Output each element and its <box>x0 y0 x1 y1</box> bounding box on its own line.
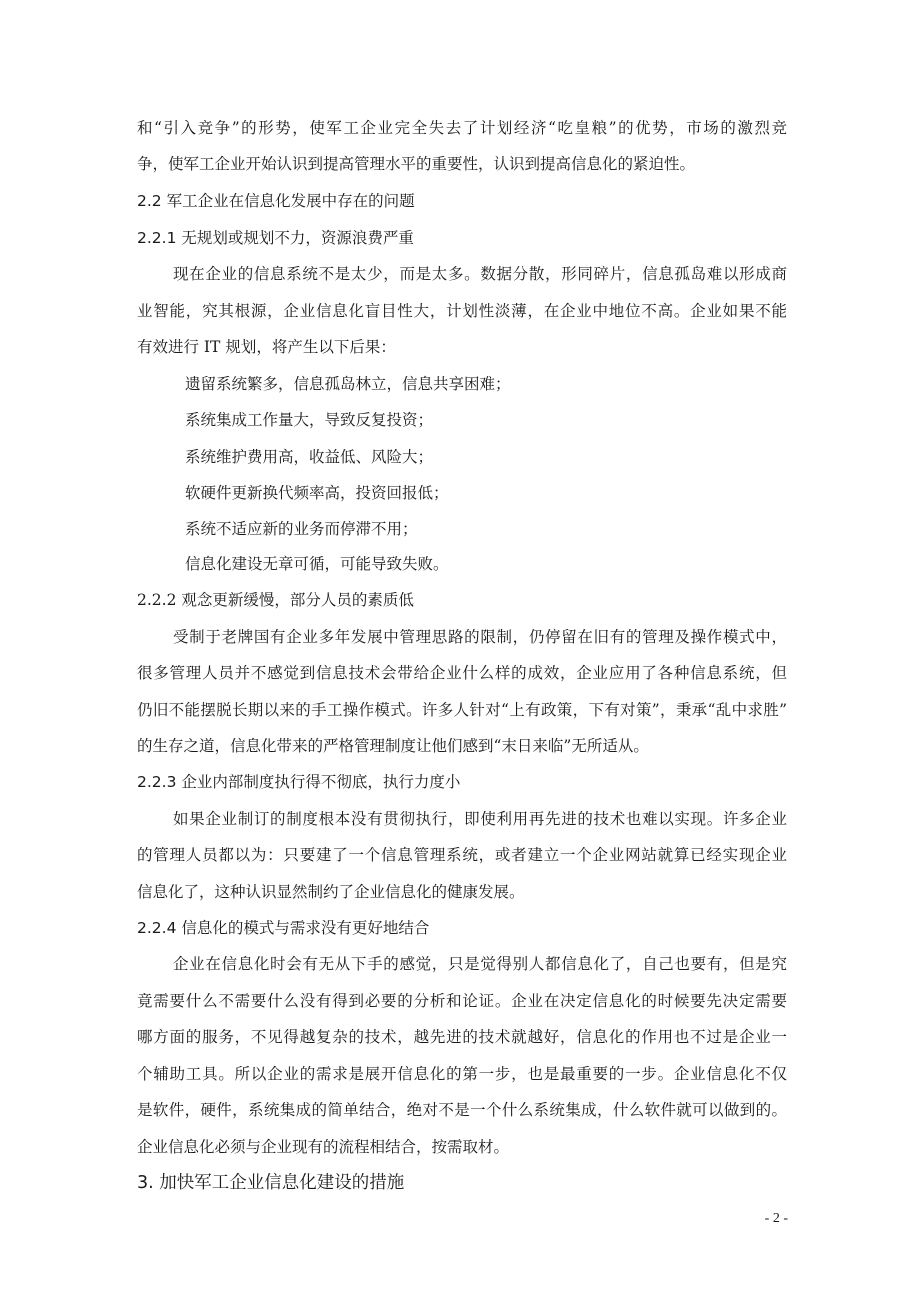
paragraph-line: 争，使军工企业开始认识到提高管理水平的重要性，认识到提高信息化的紧迫性。 <box>137 155 696 173</box>
list-item: 软硬件更新换代频率高，投资回报低； <box>185 484 449 502</box>
list-item: 系统集成工作量大，导致反复投资； <box>185 411 434 429</box>
paragraph-line: 有效进行 IT 规划，将产生以下后果： <box>137 338 396 356</box>
page-number: - 2 - <box>764 1211 788 1226</box>
chapter-heading: 3. 加快军工企业信息化建设的措施 <box>137 1173 405 1193</box>
paragraph-line: 信息化了，这种认识显然制约了企业信息化的健康发展。 <box>137 883 525 901</box>
paragraph-line: 的生存之道，信息化带来的严格管理制度让他们感到“末日来临”无所适从。 <box>137 737 649 755</box>
paragraph-line: 现在企业的信息系统不是太少，而是太多。数据分散，形同碎片，信息孤岛难以形成商 <box>173 265 787 283</box>
list-item: 遗留系统繁多，信息孤岛林立，信息共享困难； <box>185 375 511 393</box>
list-item: 系统不适应新的业务而停滞不用； <box>185 520 418 538</box>
list-item: 信息化建设无章可循，可能导致失败。 <box>185 555 449 573</box>
paragraph-line: 企业信息化必须与企业现有的流程相结合，按需取材。 <box>137 1138 510 1156</box>
paragraph-line: 企业在信息化时会有无从下手的感觉，只是觉得别人都信息化了，自己也要有，但是究 <box>173 955 787 973</box>
section-heading: 2.2 军工企业在信息化发展中存在的问题 <box>137 192 415 210</box>
subsection-heading: 2.2.4 信息化的模式与需求没有更好地结合 <box>137 919 430 937</box>
paragraph-line: 仍旧不能摆脱长期以来的手工操作模式。许多人针对“上有政策，下有对策”，秉承“乱中求胜” <box>137 701 787 719</box>
paragraph-line: 的管理人员都以为：只要建了一个信息管理系统，或者建立一个企业网站就算已经实现企业 <box>137 846 787 864</box>
paragraph-line: 是软件，硬件，系统集成的简单结合，绝对不是一个什么系统集成，什么软件就可以做到的。 <box>137 1101 787 1119</box>
list-item: 系统维护费用高，收益低、风险大； <box>185 448 434 466</box>
subsection-heading: 2.2.2 观念更新缓慢，部分人员的素质低 <box>137 591 414 609</box>
paragraph-line: 很多管理人员并不感觉到信息技术会带给企业什么样的成效，企业应用了各种信息系统，但 <box>137 664 787 682</box>
paragraph-line: 竟需要什么不需要什么没有得到必要的分析和论证。企业在决定信息化的时候要先决定需要 <box>137 992 787 1010</box>
paragraph-line: 业智能，究其根源，企业信息化盲目性大，计划性淡薄，在企业中地位不高。企业如果不能 <box>137 302 787 320</box>
paragraph-line: 受制于老牌国有企业多年发展中管理思路的限制，仍停留在旧有的管理及操作模式中， <box>173 628 787 646</box>
paragraph-line: 个辅助工具。所以企业的需求是展开信息化的第一步，也是最重要的一步。企业信息化不仅 <box>137 1065 787 1083</box>
paragraph-line: 如果企业制订的制度根本没有贯彻执行，即使利用再先进的技术也难以实现。许多企业 <box>173 810 787 828</box>
paragraph-line: 哪方面的服务，不见得越复杂的技术，越先进的技术就越好，信息化的作用也不过是企业一 <box>137 1028 787 1046</box>
subsection-heading: 2.2.1 无规划或规划不力，资源浪费严重 <box>137 229 414 247</box>
subsection-heading: 2.2.3 企业内部制度执行得不彻底，执行力度小 <box>137 773 461 791</box>
paragraph-line: 和“引入竞争”的形势，使军工企业完全失去了计划经济“吃皇粮”的优势，市场的激烈竞 <box>137 119 787 137</box>
